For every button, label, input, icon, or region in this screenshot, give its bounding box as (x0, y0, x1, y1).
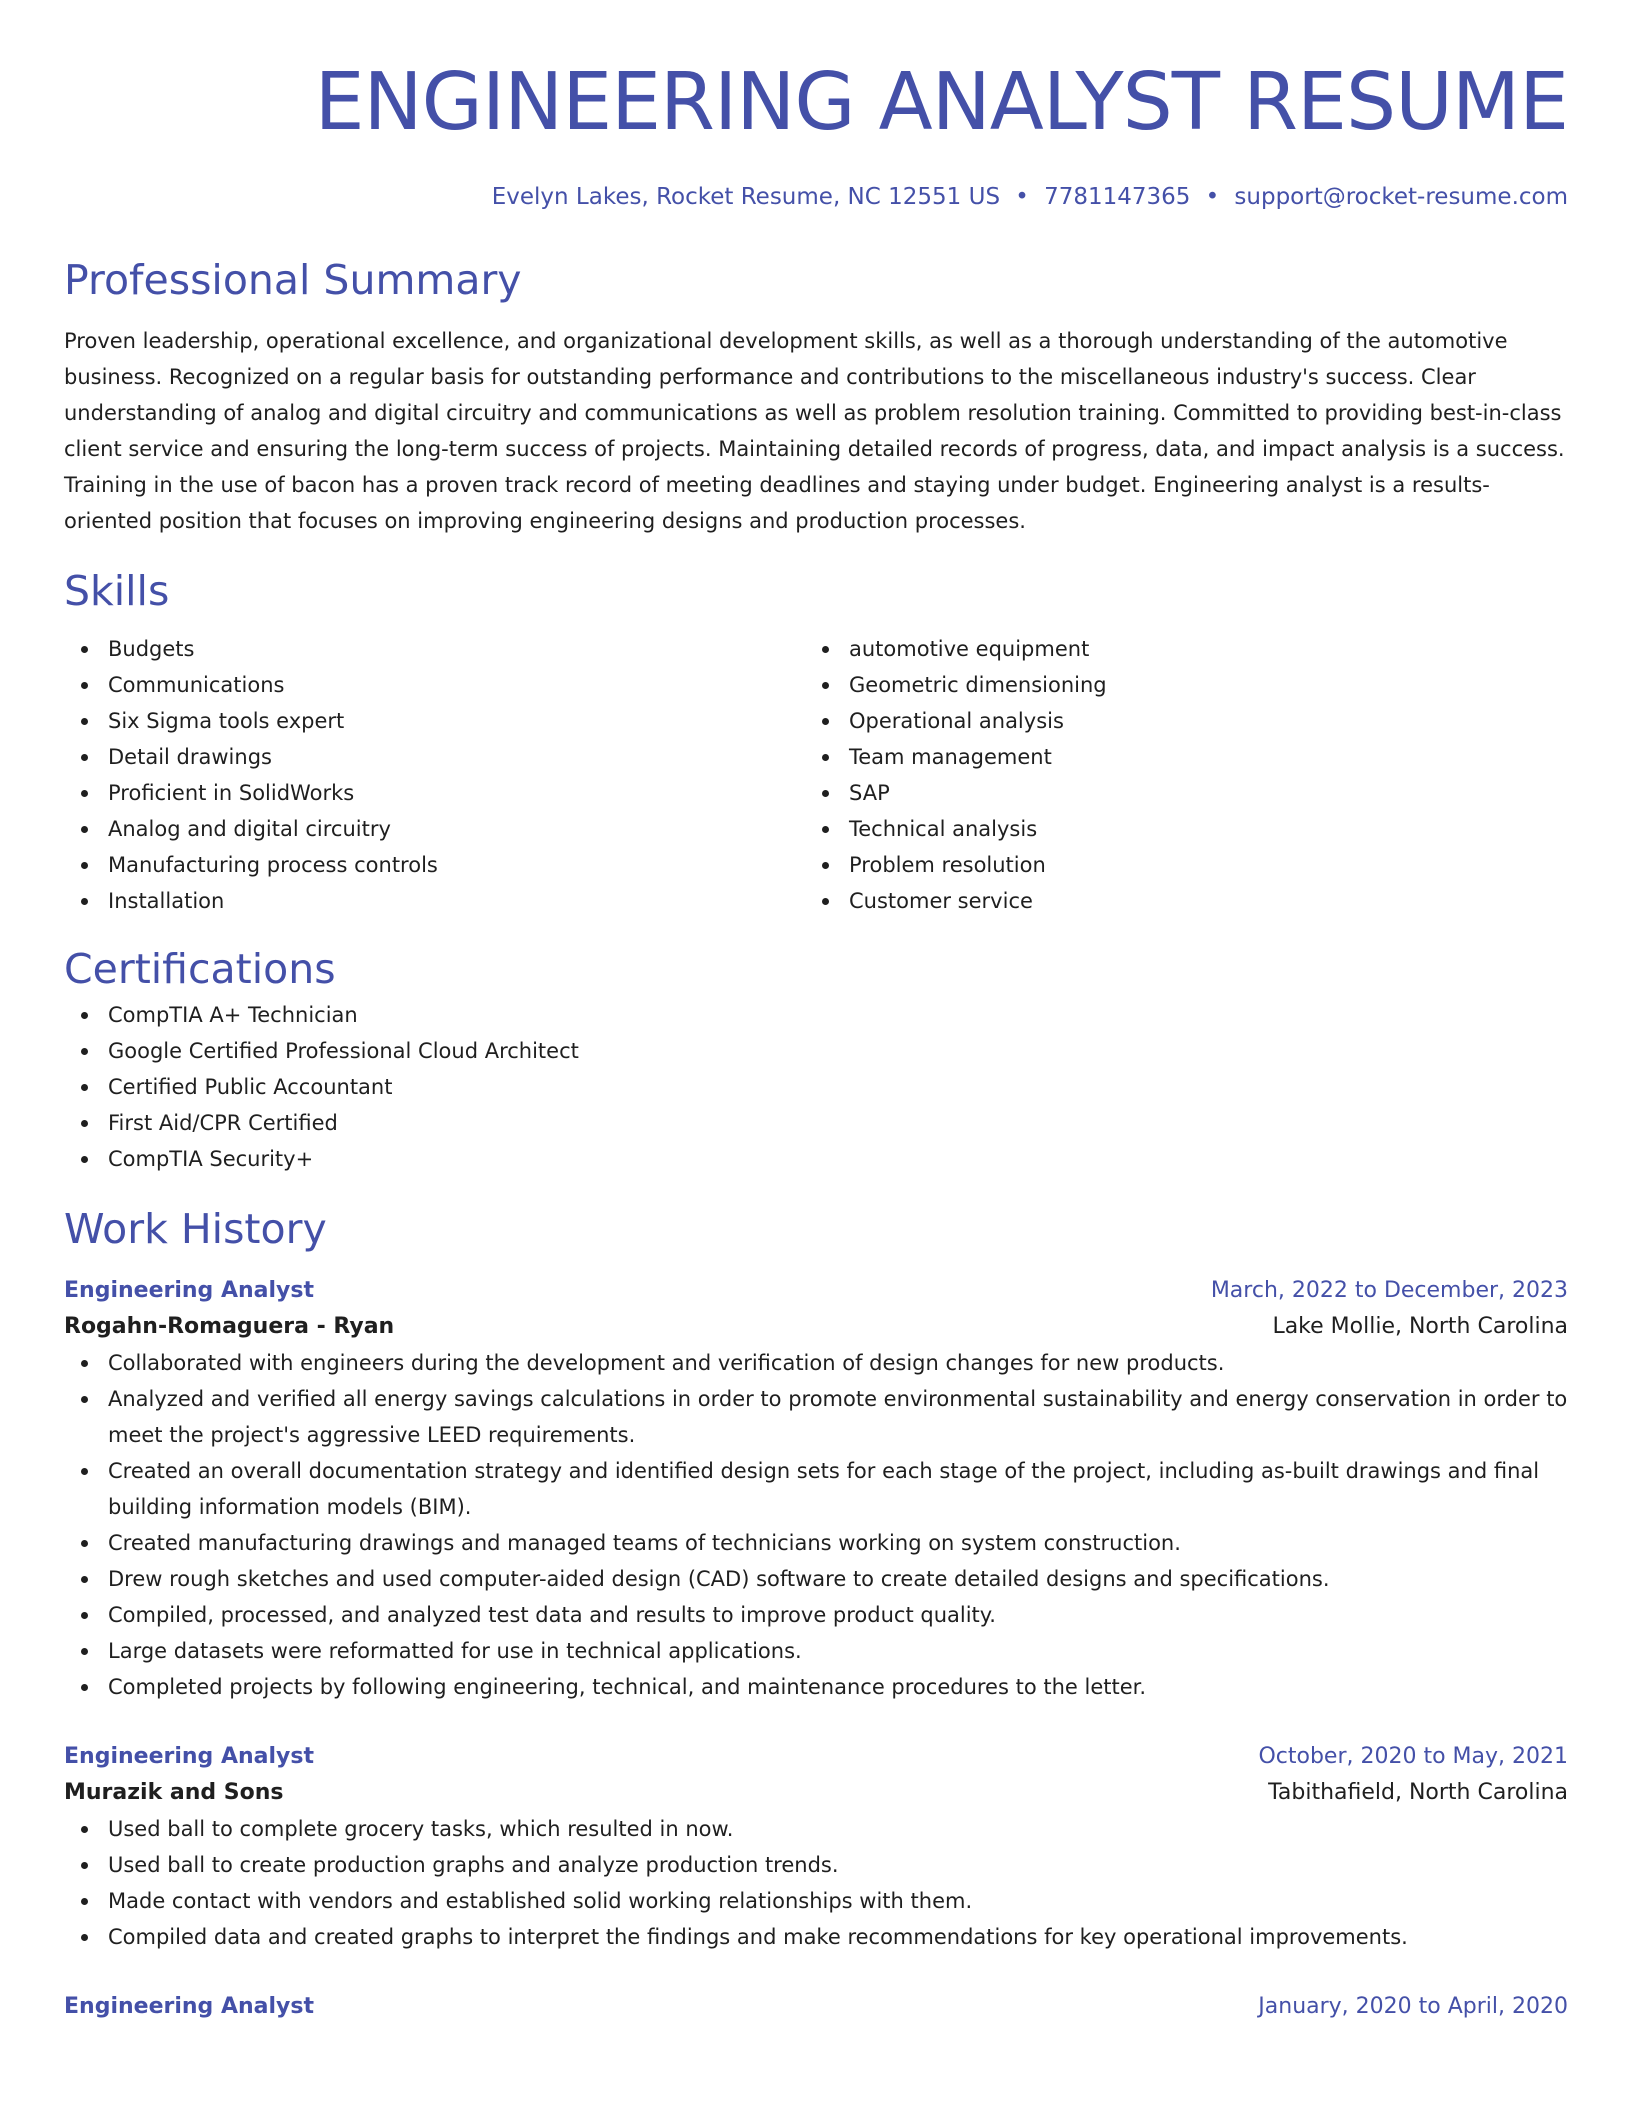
job-entry (64, 1739, 1568, 1955)
skills-list-right (805, 631, 1546, 919)
contact-phone: 7781147365 (1044, 184, 1191, 210)
skills-grid (64, 631, 1568, 919)
skill-item: Analog and digital circuitry (64, 811, 805, 847)
job-duty: Compiled, processed, and analyzed test data and results to improve product quality. (64, 1597, 1568, 1633)
skill-item: SAP (805, 775, 1546, 811)
job-company-row (64, 1309, 1568, 1345)
skill-item: Six Sigma tools expert (64, 703, 805, 739)
skill-item: automotive equipment (805, 631, 1546, 667)
skills-section (64, 563, 1568, 919)
job-duty: Large datasets were reformatted for use in technical applications. (64, 1633, 1568, 1669)
certifications-heading: Certifications (64, 945, 336, 993)
job-title-row (64, 1989, 1568, 2025)
work-history-section (64, 1201, 1568, 2025)
job-duty: Created manufacturing drawings and managed teams of technicians working on system construction. (64, 1525, 1568, 1561)
certifications-list (64, 997, 1568, 1177)
certifications-section (64, 941, 1568, 1177)
job-duty: Drew rough sketches and used computer-aided design (CAD) software to create detailed designs and specifications. (64, 1561, 1568, 1597)
resume-title: ENGINEERING ANALYST RESUME (314, 56, 1568, 148)
job-duty: Created an overall documentation strategy and identified design sets for each stage of the project, including as-built drawings and final building information models (BIM). (64, 1453, 1568, 1525)
job-location: Tabithafield, North Carolina (1268, 1780, 1568, 1805)
summary-text: Proven leadership, operational excellence, and organizational development skills, as well as a thorough understanding of the automotive business. Recognized on a regular basis for outstanding performance and contributions to the miscellaneous industry's success. Clear understanding of analog and digital circuitry and communications as well as problem resolution training. Committed to providing best-in-class client service and ensuring the long-term success of projects. Maintaining detailed records of progress, data, and impact analysis is a success. Training in the use of bacon has a proven track record of meeting deadlines and staying under budget. Engineering analyst is a results-oriented position that focuses on improving engineering designs and production processes. (64, 329, 1565, 533)
job-duty: Made contact with vendors and established solid working relationships with them. (64, 1883, 1568, 1919)
job-duty: Compiled data and created graphs to interpret the findings and make recommendations for key operational improvements. (64, 1919, 1568, 1955)
skill-item: Detail drawings (64, 739, 805, 775)
contact-separator: • (1205, 184, 1220, 210)
job-duties-list (64, 1345, 1568, 1705)
skill-item: Technical analysis (805, 811, 1546, 847)
skill-item: Team management (805, 739, 1546, 775)
skill-item: Problem resolution (805, 847, 1546, 883)
job-duties-list (64, 1811, 1568, 1955)
job-entry (64, 1989, 1568, 2025)
job-title: Engineering Analyst (64, 1744, 314, 1769)
skill-item: Installation (64, 883, 805, 919)
skill-item: Budgets (64, 631, 805, 667)
job-duty: Used ball to create production graphs and analyze production trends. (64, 1847, 1568, 1883)
certification-item: First Aid/CPR Certified (64, 1105, 1568, 1141)
contact-separator: • (1015, 184, 1029, 210)
work-history-heading: Work History (64, 1205, 327, 1253)
job-location: Lake Mollie, North Carolina (1272, 1314, 1568, 1339)
skill-item: Operational analysis (805, 703, 1546, 739)
resume-page (64, 0, 1568, 2025)
contact-email[interactable]: support@rocket-resume.com (1234, 184, 1568, 210)
contact-address: Evelyn Lakes, Rocket Resume, NC 12551 US (491, 184, 1001, 210)
skill-item: Geometric dimensioning (805, 667, 1546, 703)
skill-item: Communications (64, 667, 805, 703)
skills-heading: Skills (64, 567, 170, 615)
job-entry (64, 1273, 1568, 1705)
job-duty: Used ball to complete grocery tasks, which resulted in now. (64, 1811, 1568, 1847)
certification-item: CompTIA Security+ (64, 1141, 1568, 1177)
job-title-row (64, 1273, 1568, 1309)
contact-line (64, 180, 1568, 214)
job-duty: Collaborated with engineers during the development and verification of design changes for new products. (64, 1345, 1568, 1381)
summary-section (64, 252, 1568, 539)
job-dates: October, 2020 to May, 2021 (1258, 1744, 1568, 1769)
job-company-row (64, 1775, 1568, 1811)
certification-item: CompTIA A+ Technician (64, 997, 1568, 1033)
job-title: Engineering Analyst (64, 1994, 314, 2019)
skill-item: Manufacturing process controls (64, 847, 805, 883)
certification-item: Google Certified Professional Cloud Architect (64, 1033, 1568, 1069)
job-dates: January, 2020 to April, 2020 (1258, 1994, 1568, 2019)
job-title: Engineering Analyst (64, 1278, 314, 1303)
job-company: Murazik and Sons (64, 1780, 284, 1805)
resume-header (64, 0, 1568, 214)
skill-item: Proficient in SolidWorks (64, 775, 805, 811)
skills-list-left (64, 631, 805, 919)
job-company: Rogahn-Romaguera - Ryan (64, 1314, 395, 1339)
summary-heading: Professional Summary (64, 256, 522, 304)
job-dates: March, 2022 to December, 2023 (1210, 1278, 1568, 1303)
job-duty: Analyzed and verified all energy savings calculations in order to promote environmental sustainability and energy conservation in order to meet the project's aggressive LEED requirements. (64, 1381, 1568, 1453)
skill-item: Customer service (805, 883, 1546, 919)
job-duty: Completed projects by following engineering, technical, and maintenance procedures to the letter. (64, 1669, 1568, 1705)
certification-item: Certified Public Accountant (64, 1069, 1568, 1105)
job-title-row (64, 1739, 1568, 1775)
